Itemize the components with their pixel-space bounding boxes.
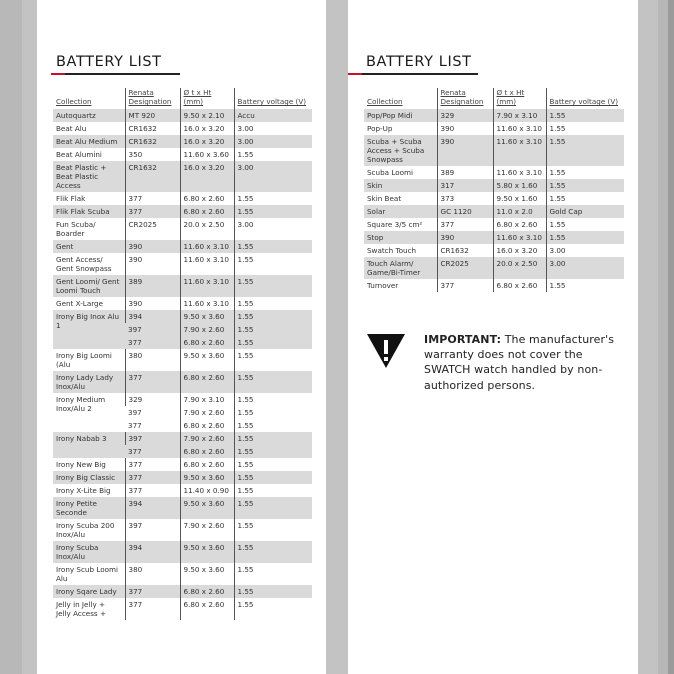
size-cell: 6.80 x 2.60 <box>180 598 234 620</box>
designation-cell: 329 <box>125 393 180 406</box>
table-row <box>53 585 312 598</box>
size-cell: 6.80 x 2.60 <box>180 371 234 393</box>
column-header <box>493 88 546 109</box>
designation-cell: 397 <box>128 408 142 417</box>
table-row <box>53 598 312 620</box>
voltage-cell: 1.55 <box>234 458 312 471</box>
column-header-label: Renata Designation <box>128 88 172 106</box>
size-cell: 11.60 x 3.60 <box>180 148 234 161</box>
designation-cell: 377 <box>437 279 493 292</box>
table-body <box>53 109 312 620</box>
battery-list-page-right <box>348 0 638 674</box>
collection-cell: Beat Plastic + Beat Plastic Access <box>53 161 125 192</box>
voltage-cell: 1.55 <box>234 419 312 432</box>
table-row <box>53 192 312 205</box>
size-cell: 7.90 x 2.60 <box>180 519 234 541</box>
size-cell: 20.0 x 2.50 <box>180 218 234 240</box>
designation-cell: CR2025 <box>437 257 493 279</box>
size-cell: 6.80 x 2.60 <box>180 458 234 471</box>
size-cell: 16.0 x 3.20 <box>180 135 234 148</box>
size-cell: 11.60 x 3.10 <box>493 166 546 179</box>
voltage-cell: Gold Cap <box>546 205 624 218</box>
table-row <box>53 253 312 275</box>
collection-cell: Solar <box>364 205 437 218</box>
table-row <box>364 279 624 292</box>
size-cell: 11.60 x 3.10 <box>180 297 234 310</box>
designation-cell: 389 <box>437 166 493 179</box>
designation-cell: 377 <box>125 192 180 205</box>
title-accent-bar <box>51 73 65 75</box>
column-header <box>234 88 312 109</box>
table-row <box>53 484 312 497</box>
size-cell: 6.80 x 2.60 <box>180 419 234 432</box>
size-cell: 6.80 x 2.60 <box>180 585 234 598</box>
size-cell: 11.40 x 0.90 <box>180 484 234 497</box>
size-cell: 9.50 x 2.10 <box>180 109 234 122</box>
table-row <box>53 471 312 484</box>
size-cell: 11.60 x 3.10 <box>493 231 546 244</box>
voltage-cell: Accu <box>234 109 312 122</box>
size-cell: 11.0 x 2.0 <box>493 205 546 218</box>
table-row <box>53 393 312 406</box>
collection-cell: Flik Flak Scuba <box>53 205 125 218</box>
column-header-label: Battery voltage (V) <box>549 97 619 106</box>
designation-cell: 390 <box>437 135 493 166</box>
table-row <box>53 310 312 323</box>
table-row <box>53 432 312 445</box>
page-title: BATTERY LIST <box>56 54 162 70</box>
table-body <box>364 109 624 292</box>
size-cell: 6.80 x 2.60 <box>180 205 234 218</box>
column-header-label: Collection <box>56 97 92 106</box>
table-row <box>53 497 312 519</box>
size-cell: 6.80 x 2.60 <box>493 279 546 292</box>
table-row <box>53 297 312 310</box>
designation-cell: 390 <box>125 253 180 275</box>
designation-cell: CR1632 <box>125 161 180 192</box>
table-row <box>53 349 312 371</box>
voltage-cell: 1.55 <box>234 297 312 310</box>
designation-cell: 390 <box>437 122 493 135</box>
size-cell: 11.60 x 3.10 <box>493 135 546 166</box>
collection-cell: Scuba Loomi <box>367 168 413 177</box>
voltage-cell: 1.55 <box>234 192 312 205</box>
table-row <box>53 371 312 393</box>
voltage-cell: 1.55 <box>234 541 312 563</box>
collection-cell: Irony Big Classic <box>53 471 125 484</box>
table-row <box>364 257 624 279</box>
collection-cell: Autoquartz <box>53 109 125 122</box>
size-cell: 9.50 x 3.60 <box>180 497 234 519</box>
column-header-label: Renata Designation <box>440 88 484 106</box>
table-row <box>364 192 624 205</box>
designation-cell: 380 <box>125 349 180 371</box>
battery-table <box>364 88 624 292</box>
table-row <box>53 122 312 135</box>
title-underline <box>51 73 180 75</box>
voltage-cell: 1.55 <box>234 406 312 419</box>
designation-cell: 373 <box>437 192 493 205</box>
size-cell: 9.50 x 3.60 <box>180 541 234 563</box>
collection-cell: Beat Alumini <box>56 150 102 159</box>
voltage-cell: 3.00 <box>234 218 312 240</box>
voltage-cell: 1.55 <box>546 166 624 179</box>
important-message: The manufacturer's warranty does not cover the SWATCH watch handled by non-authorized persons. <box>424 333 615 392</box>
collection-cell: Irony Petite Seconde <box>53 497 125 519</box>
table-row <box>53 563 312 585</box>
table-row <box>364 135 624 166</box>
designation-cell: 390 <box>437 231 493 244</box>
voltage-cell: 1.55 <box>234 148 312 161</box>
warning-triangle-icon <box>367 334 405 368</box>
designation-cell: 394 <box>125 497 180 519</box>
designation-cell: 377 <box>125 371 180 393</box>
designation-cell: CR2025 <box>125 218 180 240</box>
table-row <box>53 519 312 541</box>
designation-cell: 377 <box>125 471 180 484</box>
column-header-label: Collection <box>367 97 403 106</box>
voltage-cell: 3.00 <box>234 122 312 135</box>
designation-cell: 350 <box>125 148 180 161</box>
voltage-cell: 1.55 <box>546 218 624 231</box>
collection-cell: Flik Flak <box>56 194 86 203</box>
column-header-label: Ø t x Ht (mm) <box>183 88 212 106</box>
collection-cell: Gent Access/ Gent Snowpass <box>56 255 112 273</box>
table-row <box>53 148 312 161</box>
designation-cell: 377 <box>125 445 180 458</box>
designation-cell: 394 <box>125 310 180 323</box>
size-cell: 9.50 x 1.60 <box>493 192 546 205</box>
size-cell: 6.80 x 2.60 <box>493 218 546 231</box>
designation-cell: 390 <box>125 240 180 253</box>
voltage-cell: 1.55 <box>234 598 312 620</box>
collection-cell: Beat Alu <box>56 124 87 133</box>
size-cell: 11.60 x 3.10 <box>180 253 234 275</box>
table-header <box>53 88 312 109</box>
voltage-cell: 1.55 <box>234 310 312 323</box>
column-header-label: Battery voltage (V) <box>237 97 307 106</box>
designation-cell: 377 <box>125 585 180 598</box>
table-row <box>53 161 312 192</box>
column-header-label: Ø t x Ht (mm) <box>496 88 525 106</box>
column-header <box>125 88 180 109</box>
table-row <box>53 135 312 148</box>
battery-table <box>53 88 312 620</box>
designation-cell: 389 <box>125 275 180 297</box>
collection-cell: Square 3/5 cm² <box>367 220 423 229</box>
size-cell: 16.0 x 3.20 <box>180 161 234 192</box>
table-row <box>364 205 624 218</box>
voltage-cell: 1.55 <box>234 585 312 598</box>
designation-cell: 397 <box>125 432 180 445</box>
voltage-cell: 1.55 <box>546 135 624 166</box>
collection-cell: Swatch Touch <box>367 246 417 255</box>
designation-cell: 390 <box>125 297 180 310</box>
designation-cell: CR1632 <box>125 135 180 148</box>
table-row <box>364 244 624 257</box>
voltage-cell: 1.55 <box>546 231 624 244</box>
table-row <box>364 179 624 192</box>
table-row <box>364 122 624 135</box>
voltage-cell: 1.55 <box>234 445 312 458</box>
designation-cell: 377 <box>125 458 180 471</box>
table-row <box>53 275 312 297</box>
voltage-cell: 3.00 <box>546 244 624 257</box>
size-cell: 16.0 x 3.20 <box>180 122 234 135</box>
collection-cell: Irony X-Lite Big <box>56 486 111 495</box>
title-underline <box>348 73 478 75</box>
size-cell: 6.80 x 2.60 <box>180 445 234 458</box>
collection-cell: Irony Lady Lady Inox/Alu <box>53 371 125 393</box>
voltage-cell: 1.55 <box>546 179 624 192</box>
size-cell: 20.0 x 2.50 <box>493 257 546 279</box>
size-cell: 9.50 x 3.60 <box>180 471 234 484</box>
collection-cell: Scuba + Scuba Access + Scuba Snowpass <box>364 135 437 166</box>
table-row <box>364 218 624 231</box>
voltage-cell: 1.55 <box>234 432 312 445</box>
designation-cell: 377 <box>125 205 180 218</box>
size-cell: 6.80 x 2.60 <box>180 336 234 349</box>
designation-cell: 394 <box>125 541 180 563</box>
collection-cell: Irony New Big <box>56 460 106 469</box>
important-label: IMPORTANT: <box>424 333 502 346</box>
table-row <box>53 458 312 471</box>
collection-cell: Pop/Pop Midi <box>364 109 437 122</box>
voltage-cell: 1.55 <box>234 336 312 349</box>
voltage-cell: 1.55 <box>234 519 312 541</box>
table-row <box>53 218 312 240</box>
collection-cell: Beat Alu Medium <box>53 135 125 148</box>
collection-cell: Jelly in Jelly + Jelly Access + <box>56 600 106 618</box>
collection-cell: Skin <box>364 179 437 192</box>
voltage-cell: 1.55 <box>234 393 312 406</box>
designation-cell: 380 <box>125 563 180 585</box>
voltage-cell: 1.55 <box>546 122 624 135</box>
collection-cell: Irony Nabab 3 <box>53 432 125 458</box>
size-cell: 11.60 x 3.10 <box>180 240 234 253</box>
size-cell: 9.50 x 3.60 <box>180 349 234 371</box>
voltage-cell: 1.55 <box>234 240 312 253</box>
designation-cell: MT 920 <box>125 109 180 122</box>
size-cell: 5.80 x 1.60 <box>493 179 546 192</box>
collection-cell: Stop <box>364 231 437 244</box>
table-row <box>53 109 312 122</box>
voltage-cell: 1.55 <box>234 205 312 218</box>
designation-cell: 329 <box>437 109 493 122</box>
voltage-cell: 1.55 <box>234 371 312 393</box>
voltage-cell: 3.00 <box>234 135 312 148</box>
column-header <box>364 88 437 109</box>
designation-cell: CR1632 <box>437 244 493 257</box>
voltage-cell: 1.55 <box>546 192 624 205</box>
collection-cell: Touch Alarm/ Game/Bi-Timer <box>364 257 437 279</box>
voltage-cell: 1.55 <box>234 563 312 585</box>
collection-cell: Pop-Up <box>367 124 393 133</box>
collection-cell: Irony Scub Loomi Alu <box>56 565 118 583</box>
table-header <box>364 88 624 109</box>
designation-cell: CR1632 <box>125 122 180 135</box>
voltage-cell: 1.55 <box>234 471 312 484</box>
table-row <box>53 240 312 253</box>
collection-cell: Turnover <box>367 281 399 290</box>
important-text <box>424 332 629 393</box>
designation-cell: 397 <box>125 323 180 336</box>
background-edge-right <box>658 0 674 674</box>
size-cell: 7.90 x 3.10 <box>493 109 546 122</box>
designation-cell: 317 <box>437 179 493 192</box>
size-cell: 7.90 x 3.10 <box>180 393 234 406</box>
header-row <box>364 88 624 109</box>
voltage-cell: 1.55 <box>234 349 312 371</box>
size-cell: 7.90 x 2.60 <box>180 323 234 336</box>
designation-cell: 377 <box>125 336 180 349</box>
collection-cell: Irony Medium Inox/Alu 2 <box>56 395 106 413</box>
collection-cell: Irony Scuba 200 Inox/Alu <box>56 521 115 539</box>
column-header <box>180 88 234 109</box>
column-header <box>546 88 624 109</box>
designation-cell: 377 <box>128 421 142 430</box>
voltage-cell: 1.55 <box>234 484 312 497</box>
voltage-cell: 3.00 <box>546 257 624 279</box>
collection-cell: Fun Scuba/ Boarder <box>56 220 96 238</box>
designation-cell: 397 <box>125 519 180 541</box>
battery-list-page-left <box>37 0 326 674</box>
header-row <box>53 88 312 109</box>
size-cell: 7.90 x 2.60 <box>180 406 234 419</box>
voltage-cell: 1.55 <box>546 279 624 292</box>
collection-cell: Irony Scuba Inox/Alu <box>53 541 125 563</box>
size-cell: 9.50 x 3.60 <box>180 310 234 323</box>
designation-cell: GC 1120 <box>437 205 493 218</box>
collection-cell: Irony Big Inox Alu 1 <box>53 310 125 349</box>
designation-cell: 377 <box>125 484 180 497</box>
designation-cell: 377 <box>125 598 180 620</box>
table-row <box>364 166 624 179</box>
table-row <box>364 231 624 244</box>
page-title: BATTERY LIST <box>366 54 472 70</box>
table-row <box>53 205 312 218</box>
collection-cell: Skin Beat <box>367 194 402 203</box>
collection-cell: Irony Sqare Lady <box>53 585 125 598</box>
column-header <box>53 88 125 109</box>
collection-cell: Gent Loomi/ Gent Loomi Touch <box>53 275 125 297</box>
size-cell: 11.60 x 3.10 <box>493 122 546 135</box>
title-accent-bar <box>348 73 362 75</box>
voltage-cell: 1.55 <box>234 275 312 297</box>
size-cell: 9.50 x 3.60 <box>180 563 234 585</box>
voltage-cell: 1.55 <box>546 109 624 122</box>
voltage-cell: 3.00 <box>234 161 312 192</box>
table-row <box>364 109 624 122</box>
table-row <box>53 541 312 563</box>
collection-cell: Gent <box>53 240 125 253</box>
voltage-cell: 1.55 <box>234 253 312 275</box>
size-cell: 6.80 x 2.60 <box>180 192 234 205</box>
background-edge-left <box>0 0 22 674</box>
size-cell: 11.60 x 3.10 <box>180 275 234 297</box>
collection-cell: Irony Big Loomi (Alu <box>56 351 112 369</box>
column-header <box>437 88 493 109</box>
collection-cell: Gent X-Large <box>56 299 104 308</box>
size-cell: 7.90 x 2.60 <box>180 432 234 445</box>
designation-cell: 377 <box>437 218 493 231</box>
size-cell: 16.0 x 3.20 <box>493 244 546 257</box>
voltage-cell: 1.55 <box>234 497 312 519</box>
voltage-cell: 1.55 <box>234 323 312 336</box>
